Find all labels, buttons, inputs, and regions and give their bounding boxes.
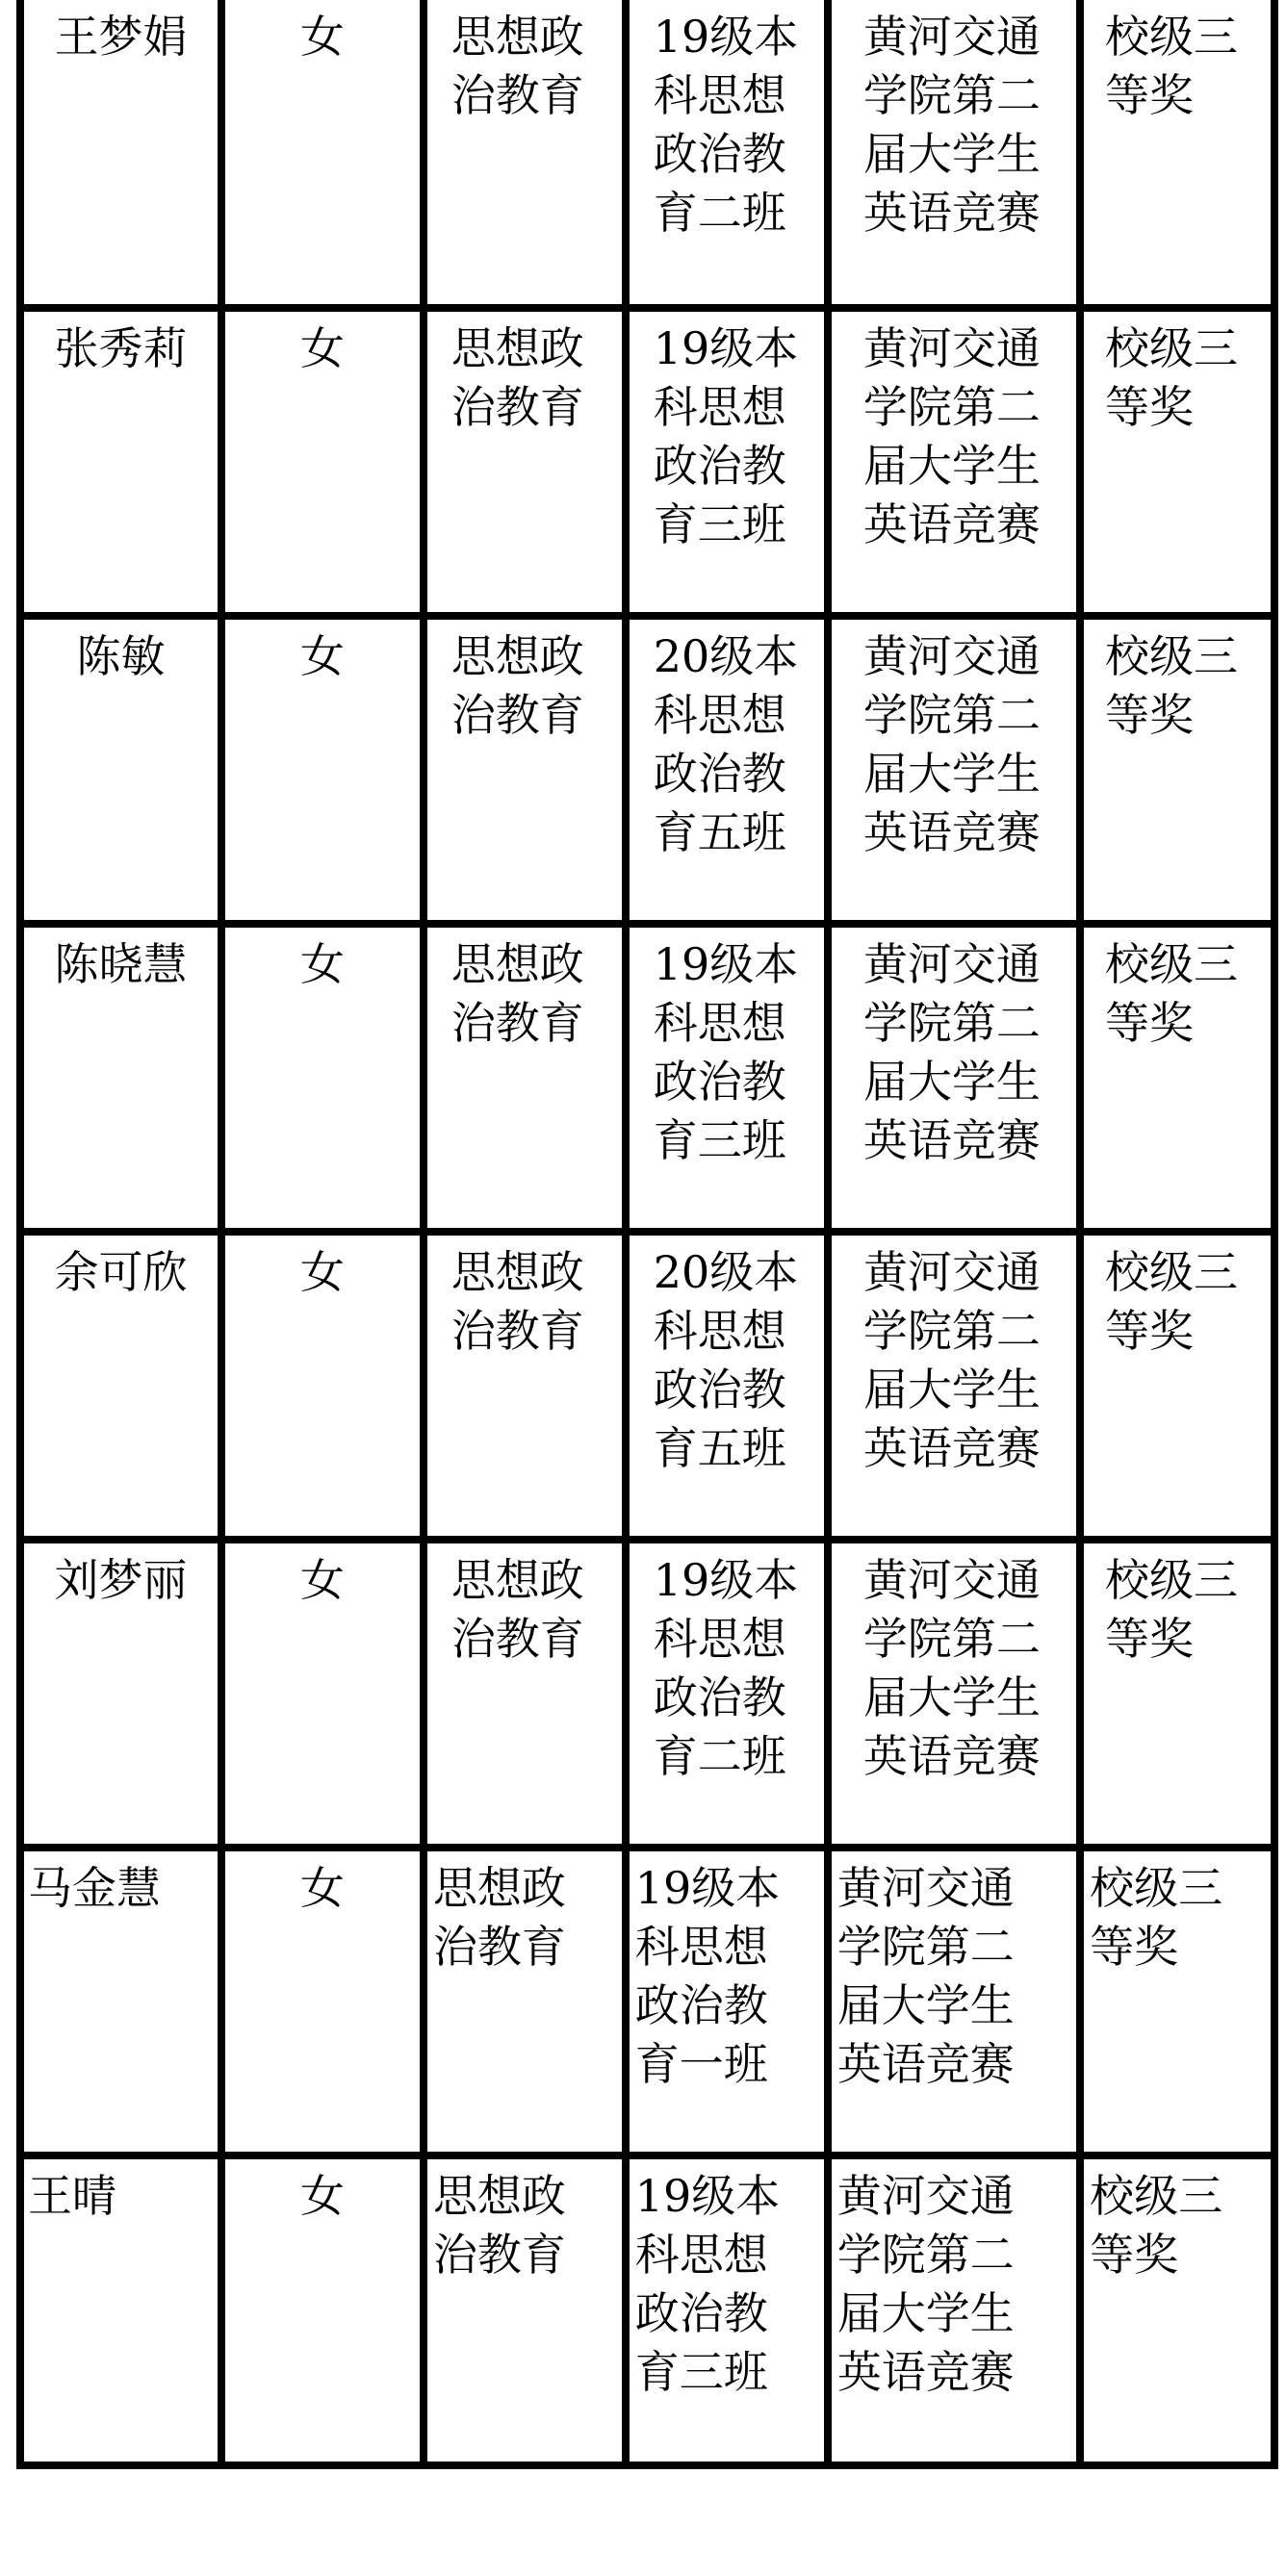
student-gender: 女 [299, 630, 345, 682]
competition-name: 黄河交通学院第二届大学生英语竞赛 [836, 1862, 1015, 2090]
major-cell [424, 1848, 626, 2155]
class-cell [626, 1232, 828, 1540]
student-major: 思想政治教育 [450, 11, 584, 121]
competition-cell [828, 308, 1080, 616]
award-cell [1080, 1540, 1274, 1848]
major-cell [424, 308, 626, 616]
gender-cell [221, 924, 424, 1232]
student-gender: 女 [299, 322, 345, 374]
name-cell [20, 308, 221, 616]
table-row [20, 2155, 1274, 2465]
name-cell [20, 0, 221, 308]
competition-cell [828, 2155, 1080, 2465]
student-major: 思想政治教育 [432, 1862, 566, 1973]
major-cell [424, 924, 626, 1232]
award-cell [1080, 1848, 1274, 2155]
award-cell [1080, 2155, 1274, 2465]
competition-name: 黄河交通学院第二届大学生英语竞赛 [862, 938, 1041, 1166]
table-row [20, 1848, 1274, 2155]
name-cell [20, 616, 221, 924]
table-row [20, 308, 1274, 616]
competition-cell [828, 924, 1080, 1232]
student-class: 19级本科思想政治教育三班 [653, 322, 799, 550]
student-gender: 女 [299, 938, 345, 990]
competition-cell [828, 1232, 1080, 1540]
class-cell [626, 0, 828, 308]
table-row [20, 1540, 1274, 1848]
award-table-container [16, 0, 1278, 2469]
table-row [20, 1232, 1274, 1540]
student-name: 刘梦丽 [54, 1554, 188, 1606]
student-name: 余可欣 [54, 1246, 188, 1298]
competition-name: 黄河交通学院第二届大学生英语竞赛 [862, 1246, 1041, 1474]
student-gender: 女 [299, 1554, 345, 1606]
award-cell [1080, 616, 1274, 924]
award-level: 校级三等奖 [1105, 322, 1239, 433]
award-level: 校级三等奖 [1090, 2170, 1223, 2281]
name-cell [20, 2155, 221, 2465]
award-level: 校级三等奖 [1105, 1246, 1239, 1357]
table-row [20, 616, 1274, 924]
gender-cell [221, 0, 424, 308]
major-cell [424, 0, 626, 308]
class-cell [626, 2155, 828, 2465]
competition-cell [828, 1540, 1080, 1848]
award-cell [1080, 924, 1274, 1232]
student-name: 王晴 [28, 2170, 116, 2222]
award-level: 校级三等奖 [1105, 11, 1239, 121]
award-cell [1080, 0, 1274, 308]
student-class: 19级本科思想政治教育三班 [634, 2170, 781, 2398]
student-class: 19级本科思想政治教育二班 [653, 1554, 799, 1782]
competition-cell [828, 616, 1080, 924]
student-major: 思想政治教育 [450, 630, 584, 741]
student-major: 思想政治教育 [450, 322, 584, 433]
table-row [20, 0, 1274, 308]
class-cell [626, 924, 828, 1232]
student-major: 思想政治教育 [450, 1246, 584, 1357]
student-gender: 女 [299, 1246, 345, 1298]
student-name: 王梦娟 [54, 11, 188, 63]
major-cell [424, 1232, 626, 1540]
gender-cell [221, 2155, 424, 2465]
major-cell [424, 616, 626, 924]
student-class: 19级本科思想政治教育一班 [634, 1862, 781, 2090]
major-cell [424, 2155, 626, 2465]
student-name: 陈敏 [76, 630, 166, 682]
competition-cell [828, 1848, 1080, 2155]
student-name: 张秀莉 [54, 322, 188, 374]
student-gender: 女 [299, 11, 345, 63]
name-cell [20, 924, 221, 1232]
student-class: 20级本科思想政治教育五班 [653, 1246, 799, 1474]
gender-cell [221, 1540, 424, 1848]
competition-cell [828, 0, 1080, 308]
award-cell [1080, 308, 1274, 616]
competition-name: 黄河交通学院第二届大学生英语竞赛 [836, 2170, 1015, 2398]
student-name: 陈晓慧 [54, 938, 188, 990]
award-level: 校级三等奖 [1090, 1862, 1223, 1973]
student-gender: 女 [299, 2170, 345, 2222]
student-major: 思想政治教育 [432, 2170, 566, 2281]
name-cell [20, 1848, 221, 2155]
competition-name: 黄河交通学院第二届大学生英语竞赛 [862, 11, 1041, 239]
name-cell [20, 1540, 221, 1848]
award-cell [1080, 1232, 1274, 1540]
gender-cell [221, 308, 424, 616]
class-cell [626, 616, 828, 924]
student-class: 19级本科思想政治教育三班 [653, 938, 799, 1166]
competition-name: 黄河交通学院第二届大学生英语竞赛 [862, 1554, 1041, 1782]
student-class: 19级本科思想政治教育二班 [653, 11, 799, 239]
student-major: 思想政治教育 [450, 1554, 584, 1665]
major-cell [424, 1540, 626, 1848]
class-cell [626, 1540, 828, 1848]
student-class: 20级本科思想政治教育五班 [653, 630, 799, 858]
gender-cell [221, 1232, 424, 1540]
student-major: 思想政治教育 [450, 938, 584, 1049]
class-cell [626, 1848, 828, 2155]
gender-cell [221, 1848, 424, 2155]
award-level: 校级三等奖 [1105, 1554, 1239, 1665]
student-name: 马金慧 [28, 1862, 161, 1914]
competition-name: 黄河交通学院第二届大学生英语竞赛 [862, 322, 1041, 550]
student-gender: 女 [299, 1862, 345, 1914]
name-cell [20, 1232, 221, 1540]
award-table [16, 0, 1278, 2469]
award-level: 校级三等奖 [1105, 630, 1239, 741]
gender-cell [221, 616, 424, 924]
competition-name: 黄河交通学院第二届大学生英语竞赛 [862, 630, 1041, 858]
table-row [20, 924, 1274, 1232]
award-level: 校级三等奖 [1105, 938, 1239, 1049]
class-cell [626, 308, 828, 616]
